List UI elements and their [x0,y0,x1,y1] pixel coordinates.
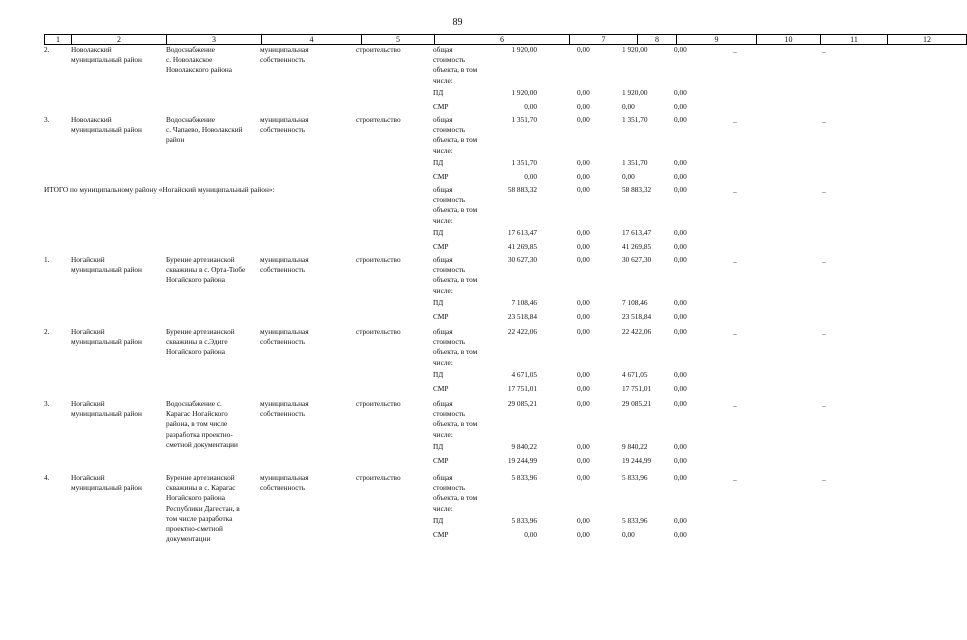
value-column-10: 0,00 [674,115,687,124]
column-12-dash: – [822,47,826,56]
value-column-8: 0,00 [577,516,590,525]
work-type-cell: строительство [356,115,401,124]
value-column-7: 19 244,99 [507,456,537,465]
column-number-cell: 6 [435,35,570,45]
cost-label: общая стоимость объекта, в том числе: [433,115,478,155]
value-column-7: 5 833,96 [511,473,537,482]
cost-label: СМР [433,172,449,181]
value-column-7: 58 883,32 [507,185,537,194]
value-column-10: 0,00 [674,473,687,482]
value-column-9: 9 840,22 [622,442,648,451]
value-column-8: 0,00 [577,312,590,321]
column-number-cell: 7 [570,35,638,45]
value-column-8: 0,00 [577,228,590,237]
value-column-9: 22 422,06 [622,327,652,336]
value-column-10: 0,00 [674,45,687,54]
object-name-cell: Бурение артезианской скважины в с. Орта-Тюбе Ногайского района [166,255,246,285]
cost-label: ПД [433,88,444,97]
value-column-10: 0,00 [674,228,687,237]
item-number: 2. [44,327,50,336]
ownership-form-cell: муниципальная собственность [260,399,309,419]
work-type-cell: строительство [356,45,401,54]
value-column-10: 0,00 [674,185,687,194]
cost-label: общая стоимость объекта, в том числе: [433,473,478,513]
work-type-cell: строительство [356,327,401,336]
column-number-cell: 10 [757,35,821,45]
column-number-cell: 2 [72,35,167,45]
cost-label: общая стоимость объекта, в том числе: [433,399,478,439]
value-column-8: 0,00 [577,185,590,194]
cost-label: ПД [433,298,444,307]
ownership-form-cell: муниципальная собственность [260,255,309,275]
cost-label: СМР [433,384,449,393]
value-column-10: 0,00 [674,255,687,264]
value-column-10: 0,00 [674,384,687,393]
column-number-cell: 1 [45,35,72,45]
work-type-cell: строительство [356,255,401,264]
owner-cell: Новолакский муниципальный район [71,45,142,65]
value-column-7: 0,00 [524,530,537,539]
item-number: 3. [44,399,50,408]
value-column-10: 0,00 [674,298,687,307]
value-column-9: 1 920,00 [622,45,648,54]
value-column-10: 0,00 [674,516,687,525]
value-column-10: 0,00 [674,102,687,111]
cost-label: СМР [433,312,449,321]
value-column-9: 41 269,85 [622,242,652,251]
value-column-8: 0,00 [577,370,590,379]
value-column-7: 0,00 [524,102,537,111]
value-column-10: 0,00 [674,242,687,251]
work-type-cell: строительство [356,399,401,408]
owner-cell: Ногайский муниципальный район [71,473,142,493]
cost-label: ПД [433,158,444,167]
ownership-form-cell: муниципальная собственность [260,115,309,135]
value-column-9: 5 833,96 [622,473,648,482]
item-number: 1. [44,255,50,264]
value-column-7: 7 108,46 [511,298,537,307]
item-number: 3. [44,115,50,124]
column-number-header [44,34,967,45]
column-11-dash: – [733,401,737,410]
value-column-7: 17 751,01 [507,384,537,393]
value-column-9: 0,00 [622,530,635,539]
value-column-8: 0,00 [577,399,590,408]
value-column-8: 0,00 [577,298,590,307]
value-column-8: 0,00 [577,242,590,251]
cost-label: СМР [433,242,449,251]
column-12-dash: – [822,475,826,484]
value-column-9: 0,00 [622,172,635,181]
cost-label: общая стоимость объекта, в том числе: [433,45,478,85]
value-column-7: 17 613,47 [507,228,537,237]
column-number-cell: 4 [262,35,362,45]
cost-label: ПД [433,442,444,451]
item-number: 2. [44,45,50,54]
object-name-cell: Водоснабжение с. Чапаево, Новолакский район [166,115,243,145]
column-12-dash: – [822,257,826,266]
value-column-7: 9 840,22 [511,442,537,451]
cost-label: СМР [433,456,449,465]
cost-label: общая стоимость объекта, в том числе: [433,327,478,367]
column-11-dash: – [733,47,737,56]
page-number: 89 [452,17,463,28]
value-column-7: 5 833,96 [511,516,537,525]
section-total-label: ИТОГО по муниципальному району «Ногайский муниципальный район»: [44,185,275,194]
value-column-9: 1 351,70 [622,158,648,167]
column-number-cell: 9 [677,35,757,45]
value-column-9: 30 627,30 [622,255,652,264]
value-column-7: 1 920,00 [511,88,537,97]
work-type-cell: строительство [356,473,401,482]
value-column-9: 17 613,47 [622,228,652,237]
column-number-cell: 12 [888,35,967,45]
column-number-cell: 8 [638,35,677,45]
value-column-10: 0,00 [674,88,687,97]
column-12-dash: – [822,187,826,196]
value-column-10: 0,00 [674,456,687,465]
column-12-dash: – [822,117,826,126]
object-name-cell: Водоснабжение с. Карагас Ногайского района, в том числе разработка проектно- сметной документации [166,399,238,449]
item-number: 4. [44,473,50,482]
column-number-cell: 11 [821,35,888,45]
value-column-9: 7 108,46 [622,298,648,307]
owner-cell: Ногайский муниципальный район [71,399,142,419]
cost-label: СМР [433,102,449,111]
value-column-7: 30 627,30 [507,255,537,264]
value-column-7: 41 269,85 [507,242,537,251]
column-11-dash: – [733,329,737,338]
column-11-dash: – [733,187,737,196]
value-column-7: 1 920,00 [511,45,537,54]
value-column-8: 0,00 [577,115,590,124]
value-column-7: 29 085,21 [507,399,537,408]
value-column-9: 1 351,70 [622,115,648,124]
value-column-7: 22 422,06 [507,327,537,336]
cost-label: общая стоимость объекта, в том числе: [433,185,478,225]
column-12-dash: – [822,401,826,410]
column-11-dash: – [733,117,737,126]
value-column-8: 0,00 [577,456,590,465]
value-column-7: 4 671,05 [511,370,537,379]
column-11-dash: – [733,475,737,484]
value-column-8: 0,00 [577,327,590,336]
value-column-8: 0,00 [577,88,590,97]
object-name-cell: Водоснабжение с. Новолакское Новолакского района [166,45,233,75]
object-name-cell: Бурение артезианской скважины в с. Карагас Ногайского района Республики Дагестан, в том числе разработка проектно-сметной документации [166,473,240,544]
value-column-9: 5 833,96 [622,516,648,525]
value-column-7: 1 351,70 [511,115,537,124]
value-column-8: 0,00 [577,384,590,393]
value-column-8: 0,00 [577,45,590,54]
value-column-8: 0,00 [577,102,590,111]
ownership-form-cell: муниципальная собственность [260,45,309,65]
column-12-dash: – [822,329,826,338]
value-column-10: 0,00 [674,399,687,408]
value-column-9: 23 518,84 [622,312,652,321]
value-column-8: 0,00 [577,158,590,167]
cost-label: ПД [433,370,444,379]
value-column-9: 17 751,01 [622,384,652,393]
value-column-10: 0,00 [674,172,687,181]
value-column-8: 0,00 [577,473,590,482]
value-column-10: 0,00 [674,158,687,167]
value-column-8: 0,00 [577,172,590,181]
ownership-form-cell: муниципальная собственность [260,473,309,493]
owner-cell: Ногайский муниципальный район [71,255,142,275]
value-column-10: 0,00 [674,327,687,336]
cost-label: ПД [433,228,444,237]
object-name-cell: Бурение артезианской скважины в с.Эдиге Ногайского района [166,327,235,357]
value-column-9: 29 085,21 [622,399,652,408]
value-column-10: 0,00 [674,312,687,321]
value-column-10: 0,00 [674,530,687,539]
ownership-form-cell: муниципальная собственность [260,327,309,347]
cost-label: общая стоимость объекта, в том числе: [433,255,478,295]
value-column-9: 0,00 [622,102,635,111]
cost-label: СМР [433,530,449,539]
value-column-7: 1 351,70 [511,158,537,167]
value-column-9: 19 244,99 [622,456,652,465]
cost-label: ПД [433,516,444,525]
value-column-10: 0,00 [674,442,687,451]
value-column-9: 58 883,32 [622,185,652,194]
value-column-8: 0,00 [577,442,590,451]
column-number-cell: 5 [362,35,435,45]
value-column-8: 0,00 [577,530,590,539]
owner-cell: Новолакский муниципальный район [71,115,142,135]
value-column-9: 1 920,00 [622,88,648,97]
owner-cell: Ногайский муниципальный район [71,327,142,347]
column-11-dash: – [733,257,737,266]
value-column-7: 23 518,84 [507,312,537,321]
value-column-7: 0,00 [524,172,537,181]
column-number-cell: 3 [167,35,262,45]
value-column-9: 4 671,05 [622,370,648,379]
value-column-10: 0,00 [674,370,687,379]
value-column-8: 0,00 [577,255,590,264]
